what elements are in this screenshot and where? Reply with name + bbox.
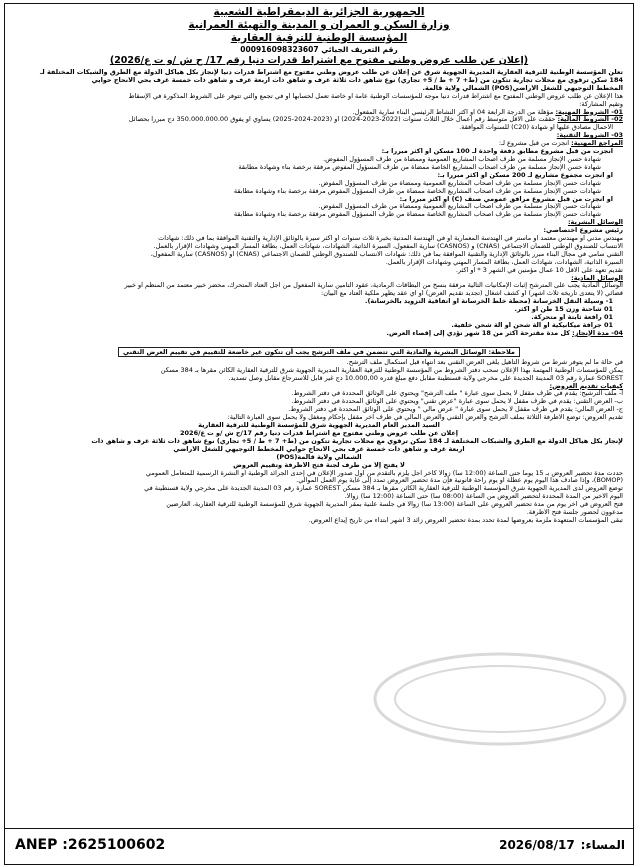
announcement-ref: لا يفتح إلا من طرف لجنة فتح الأظرفة وتقييم العروض (233, 461, 405, 469)
submission-line: أ- ملف الترشيح: يقدم في ظرف مقفل لا يحمل سوى عبارة " ملف الترشح" ويحتوي على الوثائق المحددة في دفتر الشروط. (291, 390, 623, 398)
condition-financial-cont: الأحمال مصادق عليها أو شهادة (C20) للسنوات الموافقة. (459, 124, 613, 132)
institution-heading: المؤسسة الوطنية للترقية العقارية (230, 32, 408, 44)
condition-technical: 03- الشروط التقنية: (556, 132, 623, 140)
tender-announcement (4, 3, 634, 829)
general-line: في حالة ما لم يتوفر شرط من شروط التأهيل يلغى العرض التقني بعد انتهاء قبل استكمال ملف الترشح. (346, 358, 623, 366)
equipment-item: 01 شاحنة وزن 15 طن أو أكثر. (514, 306, 613, 314)
submission-line: تقديم العروض: توضع الأظرفة الثلاثة بملف الترشح والعرض التقني والعرض المالي في ظرف آخر مقفل بإحكام ومغفل ولا يحمل سوى العبارة التالية: (227, 414, 623, 422)
timing-line: تبقى المؤسسات المتعهدة ملزمة بعروضها لمدة تحدد بمدة تحضير العروض زائد 3 أشهر ابتداء من تاريخ إيداع العروض. (308, 516, 623, 524)
general-line: SOREST عمارة رقم 03 المدينة الجديدة على مخرجي ولاية قسنطينة مقابل دفع مبلغ قدره 10.000,00 دج غير قابل للاسترجاع مقابل وصل تسديد. (228, 374, 623, 382)
human-line: السيرة الذاتية، الشهادات، شهادات العمل، بطاقة المسار المهني وشهادات الإقرار بالعمل. (385, 258, 623, 266)
material-line: قضائي (لا يتعدى تاريخه ثلاث أشهر) أو كشف أشغال (تجديد تقديم العرض) أو أي عقد يظهر ملكية العتاد مع البيان: (321, 290, 623, 298)
publication-label: المساء: (580, 838, 625, 852)
announcement-title: (إعلان عن طلب عروض وطني مفتوح مع اشتراط قدرات دنيا رقم 17/ ح ش /و ت ع/2026) (109, 55, 529, 66)
section-submission: كيفيات تقديم العروض: (549, 382, 623, 390)
reference-line: أو أنجزت من قبل مشروع مرافق عمومي صنف (C) أو أكثر مبرراً بـ: (399, 195, 613, 203)
note-wrap (15, 339, 623, 358)
publication-date: 2026/08/17 (499, 838, 575, 852)
republic-heading: الجمهورية الجزائرية الديمقراطية الشعبية (213, 6, 425, 18)
footer-bar (4, 829, 634, 865)
timing-line: فتح العروض في آخر يوم من مدة تحضير العروض على الساعة (13:00 سا) زوالاً في جلسة علنية بمقر المديرية الجهوية شرق للمؤسسة الوطنية للترقية العقارية، العارضين (166, 501, 623, 509)
reference-line: شهادات حسن الإنجاز مسلمة من طرف أصحاب المشاريع الخاصة ممضاة من طرف المسؤول المفوض مرفقة برخصة بناء وشهادة مطابقة (233, 211, 601, 219)
para-intro-1: تعلن المؤسسة الوطنية للترقية العقارية المديرية الجهوية شرق عن إعلان عن طلب عروض وطني مفتوح مع اشتراط قدرات دنيا لإنجاز بكل هياكل الدولة مع الطرق والشبكات المختلفة لـ (40, 69, 623, 76)
equipment-item: 1- وسيلة النقل الخرسانة (محطة خلط الخرسانة أو اتفاقية التزويد بالخرسانة). (364, 298, 613, 306)
timing-line: اليوم الأخير من المدة المحددة لتحضير العروض من الساعة (08:00 سا) حتى الساعة (12:00 سا) زوالاً. (344, 493, 623, 501)
reference-line: شهادة حسن الإنجاز مسلمة من طرف أصحاب المشاريع العمومية وممضاة من طرف المسؤول المفوض. (323, 155, 601, 163)
human-line: تقديم تعهد على الأقل 10 عمال مؤمنين في الشهر 3 * أو أكثر. (455, 266, 623, 274)
reference-line: أنجزت من قبل مشروع مطابق دفعة واحدة لـ 100 مسكن أو أكثر مبرراً بـ: (381, 148, 613, 156)
timing-line: حددت مدة تحضير العروض بـ 15 يوماً حتى الساعة (12:00 سا) زوالاً كأخر أجل يلزم بالتقدم من أول صدور الإعلان في إحدى الجرائد الوطنية أو النشرة الرسمية للمتعامل العمومي (145, 469, 623, 477)
section-material-resources: الوسائل المادية: (571, 274, 623, 282)
announcement-ref: إعلان عن طلب عروض وطني مفتوح مع اشتراط قدرات دنيا رقم 17/ح ش /و ت ع/2026 (180, 429, 458, 437)
para-intro-3: المخطط التوجيهي للشغل الأراضي(POS) الشمالي ولاية قالمة. (422, 84, 623, 92)
ministry-heading: وزارة السكن و العمران و المدينة والتهيئة العمرانية (188, 19, 450, 31)
para-intro-4: هذا الإعلان عن طلب عروض الوطني المفتوح مع اشتراط قدرات دنيا موجه للمؤسسات الوطنية عامة أو خاصة تعمل لحسابها أو في تجمع والتي تتوفر على الشروط المذكورة في الإسقاط (128, 92, 623, 100)
condition-financial: 02- الشروط المالية: حققت على الأقل متوسط رقم أعمال خلال الثلاث سنوات (2022-2023-2024) أو (2023-2024-2025) يساوي أو يفوق 350.000.000.00 دج مبرراً بحصائل (128, 116, 623, 124)
submission-line: ج- العرض المالي: يقدم في ظرف مقفل لا يحمل سوى عبارة " عرض مالي " ويحتوي على الوثائق المحددة في دفتر الشروط. (288, 406, 623, 414)
reference-line: شهادات حسن الإنجاز مسلمة من طرف أصحاب المشاريع العمومية وممضاة من طرف المسؤول المفوض. (318, 179, 601, 187)
timing-line: (BOMOP)، وإذا صادف هذا اليوم يوم عطلة أو يوم راحة قانونية فإن مدة تحضير العروض تمدد إلى غاية يوم العمل الموالي. (296, 477, 623, 485)
human-line: الانتساب للصندوق الوطني للضمان الاجتماعي (CNAS) و (CASNOS) سارية المفعول، السيرة الذاتية، الشهادات، شهادات العمل، بطاقة المسار المهني وشهادات الإقرار بالعمل. (153, 242, 623, 250)
announcement-ref: الشمالي ولاية قالمة(POS) (276, 453, 362, 461)
anep-number: ANEP :2625100602 (15, 837, 166, 853)
human-line: التقني سامي في مجال البناء مبرر بالوثائق الإدارية والتقنية الموافقة بما في ذلك: شهادات الانتساب للصندوق الوطني للضمان الاجتماعي (CNAS) أو (CASNOS) سارية المفعول، (150, 250, 623, 258)
publication-info (493, 838, 625, 852)
reference-line: شهادات حسن الإنجاز مسلمة من طرف أصحاب المشاريع العمومية وممضاة من طرف المسؤول المفوض. (318, 203, 601, 211)
condition-professional: 01- الشروط المهنية: مؤهلة من الدرجة الرابعة 04 أو أكثر النشاط الرئيسي البناء سارية المفعول. (352, 108, 623, 116)
timing-line: مدعوون لحضور جلسة فتح الأظرفة. (526, 509, 623, 517)
stamp-mark (365, 644, 634, 754)
human-line: مهندس مدني أو مهندس معتمد أو ماستر في الهندسة المعمارية أو في الهندسة المدنية بخبرة ثلاث سنوات أو أكثر سيرة بالوثائق الإدارية والتقنية الموافقة بما في ذلك: شهادات (158, 235, 623, 243)
announcement-ref: أربعة غرف و شاهق ذات خمسة غرف بحي الانحاج حوايي المخطط التوجيهي للشغل الأراضي (173, 445, 465, 453)
duration-line: 04- مدة الإنجاز: كل مدة مقترحة أكثر من 18 شهر تؤدي إلى إقصاء العرض. (386, 329, 623, 337)
general-line: يمكن للمؤسسات الوطنية المهتمة بهذا الإعلان سحب دفتر الشروط من المؤسسة الوطنية للترقية العقارية المديرية الجهوية شرق للترقية العقارية الكائن مقرها بـ 384 مسكن (160, 366, 623, 374)
announcement-ref: لإنجاز بكل هياكل الدولة مع الطرق والشبكات المختلفة لـ 184 سكن ترقوي مع محلات تجارية تتكون من (ط+ 7 + ط / 5+ تجاري) نوع شاهق ذات ثلاثة غرف و شاهق ذات (91, 437, 623, 445)
note-box: ملاحظة: الوسائل البشرية والمادية التي تتضمن في ملف الترشح يجب أن تتكون غير خاضعة للتقييم في تقييم العرض التقني (118, 347, 520, 357)
tax-id: رقم التعريف الجبائي 000916098323607 (240, 45, 398, 54)
address-line: السيد المدير العام المديرية الجهوية شرق للمؤسسة الوطنية للترقية العقارية (198, 422, 440, 430)
reference-line: شهادات حسن الإنجاز مسلمة من طرف أصحاب المشاريع الخاصة ممضاة من طرف المسؤول المفوض مرفقة برخصة بناء وشهادة مطابقة (233, 187, 601, 195)
para-intro-2: 184 سكن ترقوي مع محلات تجارية تتكون من (ط+ 7 + ط / 5+ تجاري) نوع شاهق ذات ثلاثة غرف و شاهق ذات أربعة غرف و شاهق ذات خمسة غرف بحي الانحاج حوايي (91, 76, 623, 84)
para-intro-5: وتقيم المشاركة: (579, 100, 623, 108)
submission-line: ب- العرض التقني: يقدم في ظرف مقفل لا يحمل سوى عبارة "عرض تقني" ويحتوي على الوثائق المحددة في دفتر الشروط. (291, 398, 623, 406)
reference-line: شهادة حسن الإنجاز مسلمة من طرف أصحاب المشاريع الخاصة ممضاة من طرف المسؤول المفوض مرفقة برخصة بناء وشهادة مطابقة (238, 163, 601, 171)
reference-line: أو أنجزت مجموع مشاريع لـ 200 مسكن أو أكثر مبرراً بـ: (437, 171, 613, 179)
section-human-resources: الوسائل البشرية: (567, 219, 623, 227)
equipment-item: 01 جرافة ميكانيكية أو آلة شحن أو آلة شحن خلفية. (451, 322, 613, 329)
human-line: رئيس مشروع اختصاصي: (543, 227, 623, 235)
material-line: الوسائل المادية يجب على المترشح إثبات الإمكانيات التالية مرفقة بنسخ من البطاقات الرمادية، عقود التأمين سارية المفعول من أجل العتاد المتحرك، محضر خبير معتمد من المنظم أو خبير (124, 282, 623, 290)
timing-line: توضع العروض لدى المديرية الجهوية شرق المؤسسة الوطنية للترقية العقارية الكائن مقرها بـ 384 مسكن SOREST عمارة رقم 03 المدينة الجديدة على مخرجي ولاية قسنطينة في (144, 485, 623, 493)
section-references: المراجع المهنية: أنجزت من قبل مشروع لـ: (498, 140, 623, 148)
equipment-item: 01 رافعة ثابتة أو متحركة. (531, 314, 613, 322)
